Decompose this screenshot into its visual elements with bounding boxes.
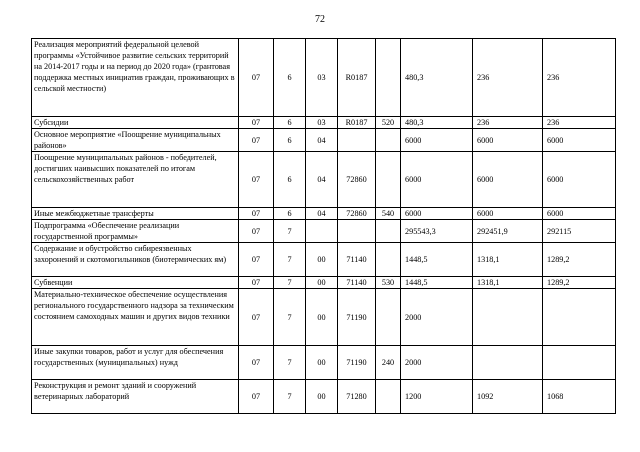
section-cell: 07 [239, 220, 274, 243]
amount-year2-cell: 6000 [473, 129, 543, 152]
subprogram-cell: 03 [306, 39, 338, 117]
expense-type-cell [376, 289, 401, 346]
expense-type-cell [376, 129, 401, 152]
amount-year1-cell: 6000 [401, 152, 473, 208]
amount-year2-cell: 1318,1 [473, 243, 543, 277]
amount-year1-cell: 6000 [401, 129, 473, 152]
amount-year3-cell: 6000 [543, 152, 616, 208]
expense-type-cell [376, 152, 401, 208]
program-cell: 7 [274, 346, 306, 380]
amount-year2-cell: 6000 [473, 152, 543, 208]
amount-year1-cell: 480,3 [401, 117, 473, 129]
row-name-cell: Подпрограмма «Обеспечение реализации государственной программы» [32, 220, 239, 243]
subprogram-cell: 00 [306, 380, 338, 414]
program-cell: 7 [274, 289, 306, 346]
section-cell: 07 [239, 39, 274, 117]
table-row [32, 208, 616, 220]
subprogram-cell: 03 [306, 117, 338, 129]
expense-type-cell [376, 380, 401, 414]
amount-year3-cell: 236 [543, 117, 616, 129]
amount-year2-cell: 6000 [473, 208, 543, 220]
page-number: 72 [315, 14, 325, 25]
section-cell: 07 [239, 117, 274, 129]
expense-type-cell: 530 [376, 277, 401, 289]
program-cell: 6 [274, 208, 306, 220]
amount-year2-cell: 236 [473, 117, 543, 129]
amount-year1-cell: 480,3 [401, 39, 473, 117]
expense-type-cell [376, 220, 401, 243]
amount-year3-cell [543, 346, 616, 380]
table-row [32, 277, 616, 289]
program-cell: 7 [274, 220, 306, 243]
article-cell: 71190 [338, 346, 376, 380]
amount-year3-cell [543, 289, 616, 346]
amount-year2-cell [473, 346, 543, 380]
table-row [32, 152, 616, 208]
amount-year1-cell: 2000 [401, 289, 473, 346]
amount-year1-cell: 1200 [401, 380, 473, 414]
expense-type-cell: 540 [376, 208, 401, 220]
section-cell: 07 [239, 380, 274, 414]
program-cell: 6 [274, 117, 306, 129]
article-cell: R0187 [338, 39, 376, 117]
table-row [32, 243, 616, 277]
article-cell: 71190 [338, 289, 376, 346]
table-row [32, 220, 616, 243]
section-cell: 07 [239, 208, 274, 220]
subprogram-cell: 00 [306, 346, 338, 380]
amount-year1-cell: 2000 [401, 346, 473, 380]
program-cell: 7 [274, 243, 306, 277]
article-cell: R0187 [338, 117, 376, 129]
row-name-cell: Иные закупки товаров, работ и услуг для обеспечения государственных (муниципальных) нужд [32, 346, 239, 380]
program-cell: 7 [274, 380, 306, 414]
amount-year1-cell: 1448,5 [401, 277, 473, 289]
table-row [32, 380, 616, 414]
row-name-cell: Субсидии [32, 117, 239, 129]
amount-year3-cell: 292115 [543, 220, 616, 243]
amount-year1-cell: 6000 [401, 208, 473, 220]
row-name-cell: Субвенции [32, 277, 239, 289]
amount-year3-cell: 6000 [543, 129, 616, 152]
subprogram-cell: 04 [306, 129, 338, 152]
program-cell: 6 [274, 39, 306, 117]
row-name-cell: Содержание и обустройство сибиреязвенных захоронений и скотомогильников (биотермических ям) [32, 243, 239, 277]
program-cell: 6 [274, 129, 306, 152]
program-cell: 6 [274, 152, 306, 208]
amount-year2-cell: 1092 [473, 380, 543, 414]
article-cell: 71280 [338, 380, 376, 414]
table-row [32, 129, 616, 152]
amount-year2-cell: 236 [473, 39, 543, 117]
table-row [32, 39, 616, 117]
section-cell: 07 [239, 289, 274, 346]
amount-year1-cell: 1448,5 [401, 243, 473, 277]
section-cell: 07 [239, 152, 274, 208]
expense-type-cell [376, 243, 401, 277]
subprogram-cell: 04 [306, 208, 338, 220]
expense-type-cell: 240 [376, 346, 401, 380]
row-name-cell: Реконструкция и ремонт зданий и сооружений ветеринарных лабораторий [32, 380, 239, 414]
row-name-cell: Поощрение муниципальных районов - победителей, достигших наивысших показателей по итогам сельскохозяйственных работ [32, 152, 239, 208]
amount-year2-cell: 292451,9 [473, 220, 543, 243]
article-cell [338, 129, 376, 152]
expense-type-cell: 520 [376, 117, 401, 129]
table-row [32, 346, 616, 380]
article-cell: 72860 [338, 152, 376, 208]
section-cell: 07 [239, 277, 274, 289]
amount-year3-cell: 1289,2 [543, 243, 616, 277]
amount-year3-cell: 236 [543, 39, 616, 117]
subprogram-cell: 00 [306, 277, 338, 289]
article-cell: 71140 [338, 277, 376, 289]
amount-year3-cell: 1068 [543, 380, 616, 414]
program-cell: 7 [274, 277, 306, 289]
expense-type-cell [376, 39, 401, 117]
table-row [32, 117, 616, 129]
section-cell: 07 [239, 243, 274, 277]
amount-year3-cell: 6000 [543, 208, 616, 220]
amount-year2-cell: 1318,1 [473, 277, 543, 289]
subprogram-cell: 00 [306, 289, 338, 346]
subprogram-cell [306, 220, 338, 243]
article-cell [338, 220, 376, 243]
row-name-cell: Иные межбюджетные трансферты [32, 208, 239, 220]
article-cell: 71140 [338, 243, 376, 277]
row-name-cell: Основное мероприятие «Поощрение муниципальных районов» [32, 129, 239, 152]
budget-table [31, 38, 616, 414]
amount-year3-cell: 1289,2 [543, 277, 616, 289]
row-name-cell: Реализация мероприятий федеральной целевой программы «Устойчивое развитие сельских территорий на 2014-2017 годы и на период до 2020 года» (грантовая поддержка местных инициатив граждан, проживающих в сельской местности) [32, 39, 239, 117]
row-name-cell: Материально-техническое обеспечение осуществления регионального государственного надзора за техническим состоянием самоходных машин и других видов техники [32, 289, 239, 346]
section-cell: 07 [239, 346, 274, 380]
section-cell: 07 [239, 129, 274, 152]
subprogram-cell: 00 [306, 243, 338, 277]
table-row [32, 289, 616, 346]
amount-year2-cell [473, 289, 543, 346]
subprogram-cell: 04 [306, 152, 338, 208]
amount-year1-cell: 295543,3 [401, 220, 473, 243]
article-cell: 72860 [338, 208, 376, 220]
